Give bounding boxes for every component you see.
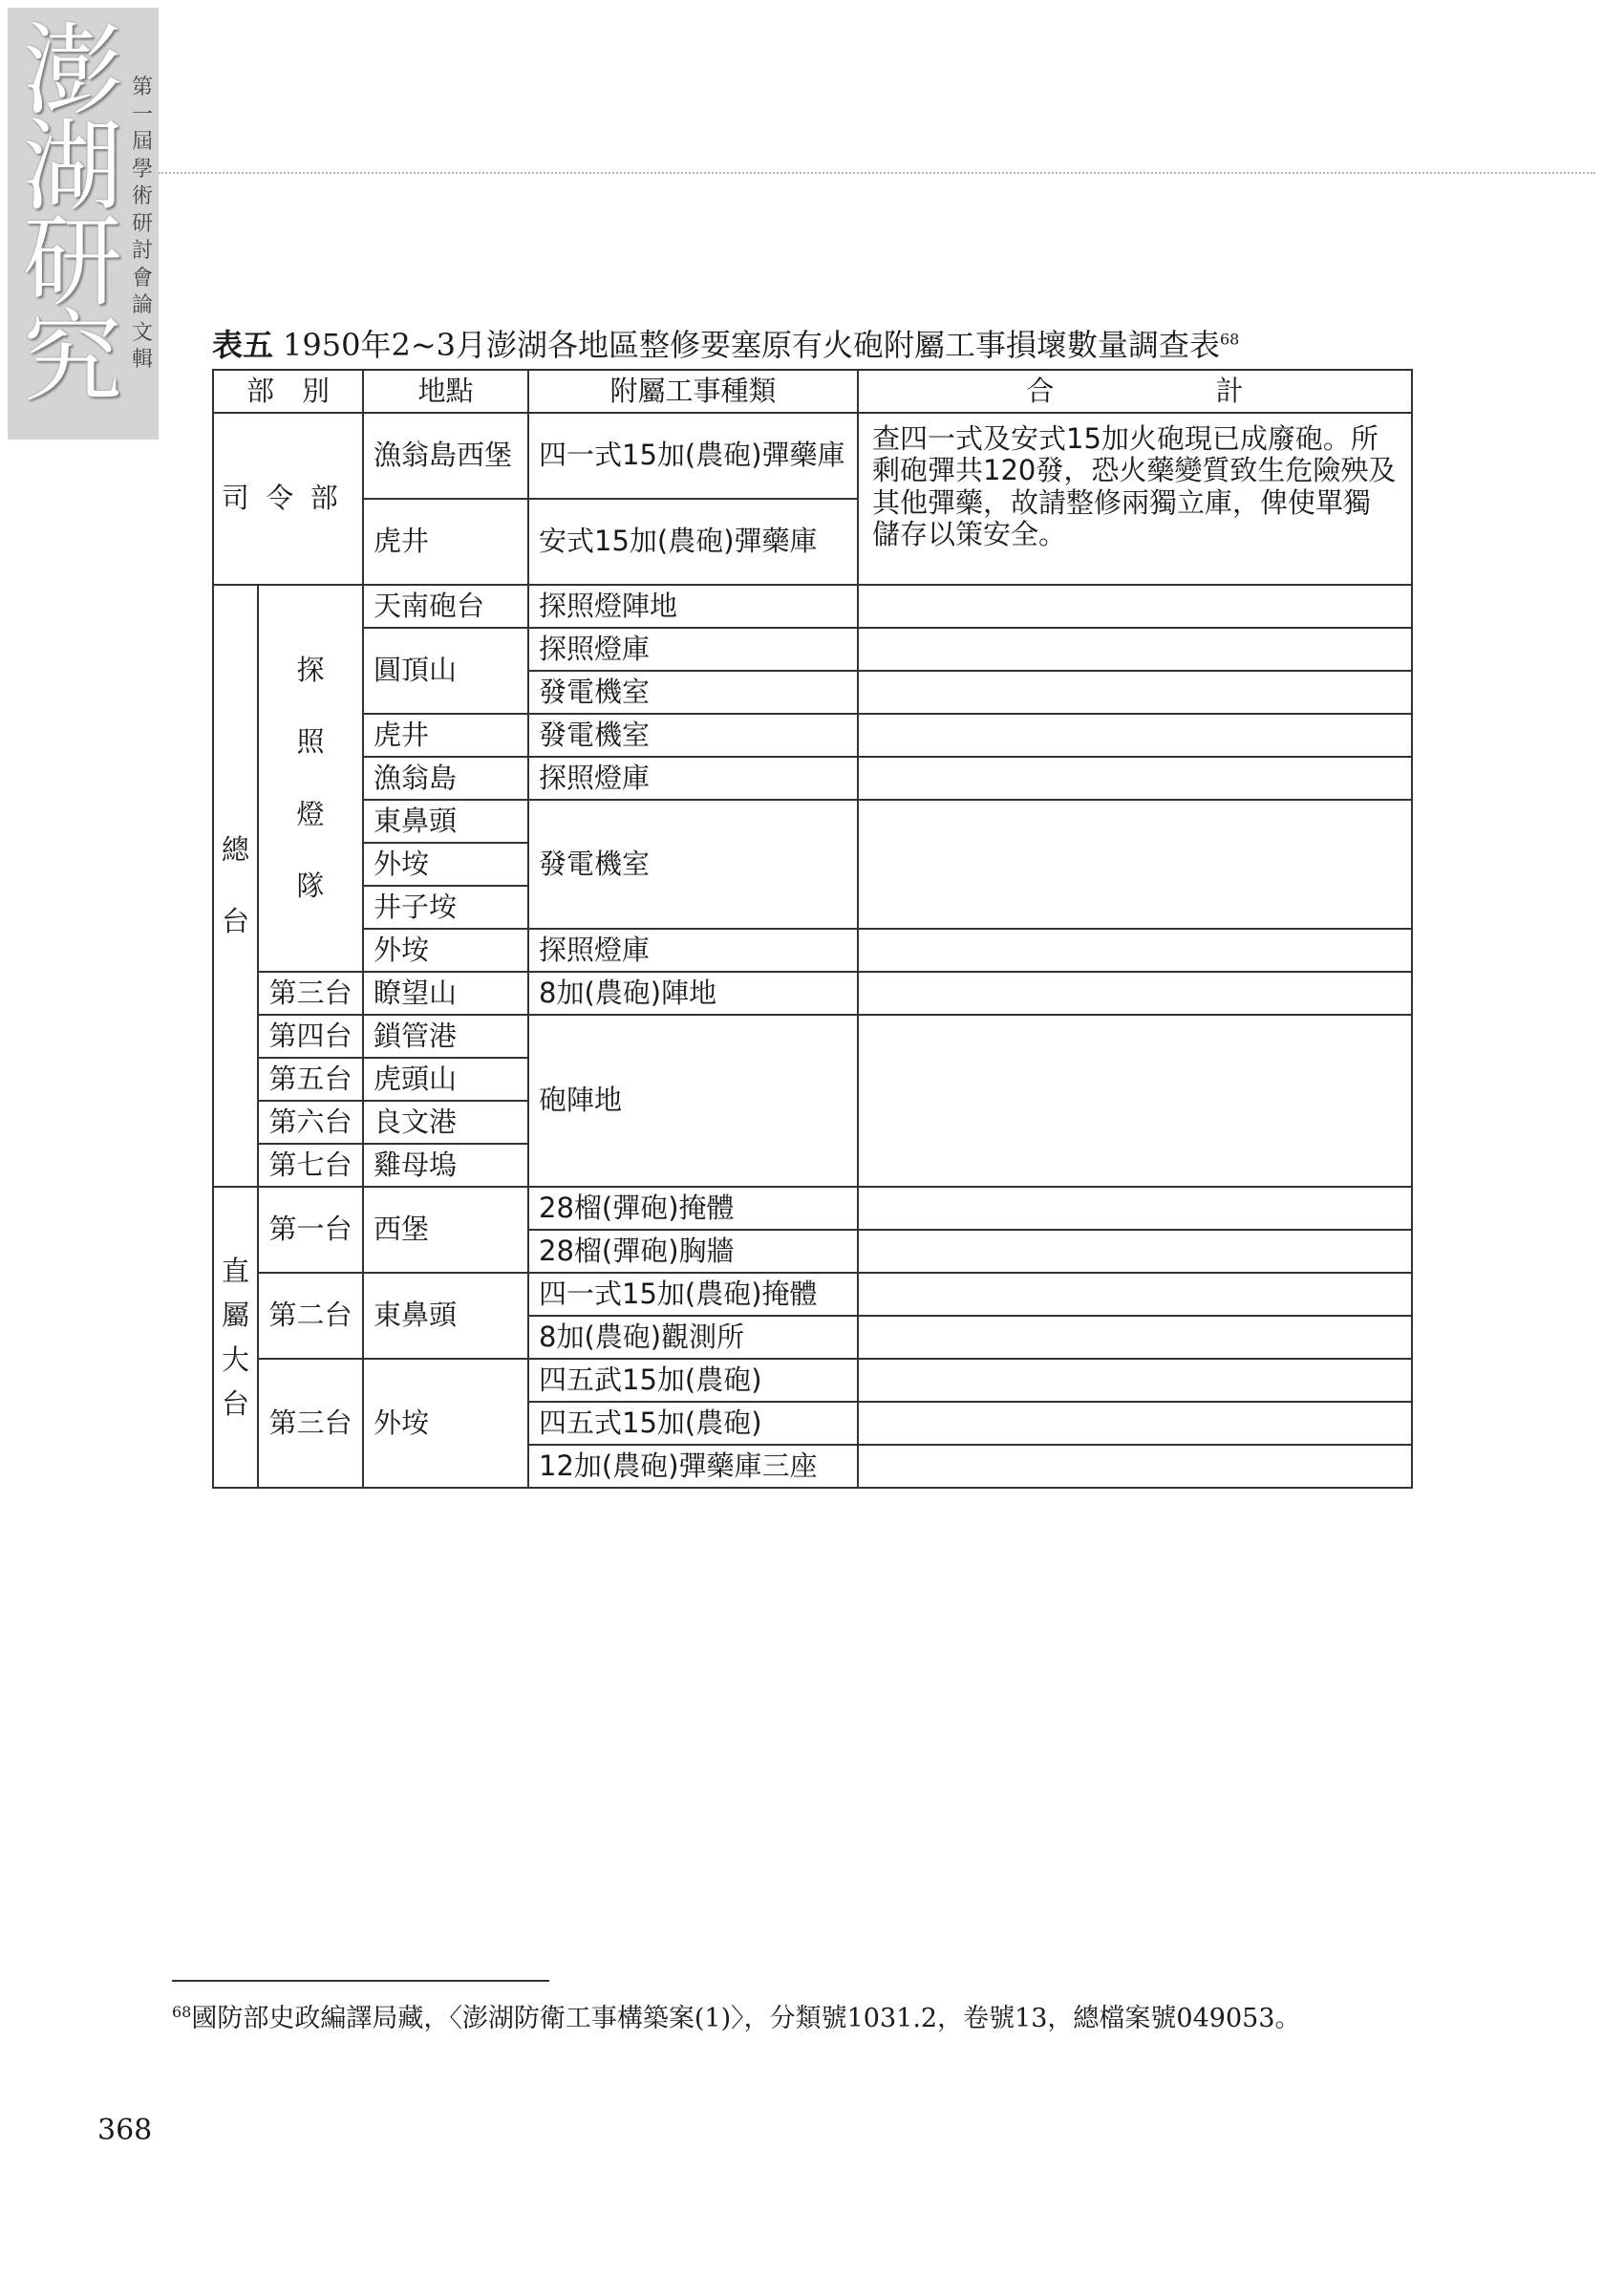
table-caption-label: 表五 xyxy=(212,327,274,363)
total-cell xyxy=(858,1187,1412,1230)
table-caption-text: 1950年2~3月澎湖各地區整修要塞原有火砲附屬工事損壞數量調查表 xyxy=(283,327,1220,363)
works-cell: 發電機室 xyxy=(528,671,858,714)
damage-survey-table xyxy=(212,369,1413,1489)
location-cell: 東鼻頭 xyxy=(363,1273,528,1359)
total-cell xyxy=(858,800,1412,929)
journal-title-char: 究 xyxy=(22,299,122,416)
works-cell: 28榴(彈砲)胸牆 xyxy=(528,1230,858,1273)
location-cell: 圓頂山 xyxy=(363,628,528,714)
works-cell: 砲陣地 xyxy=(528,1015,858,1187)
total-cell xyxy=(858,1316,1412,1359)
sub-unit-cell: 第五台 xyxy=(258,1058,363,1101)
works-cell: 發電機室 xyxy=(528,714,858,757)
unit-cell: 總台 xyxy=(213,585,258,1187)
total-cell xyxy=(858,1230,1412,1273)
table-row xyxy=(213,714,1412,757)
sub-unit-cell: 第二台 xyxy=(258,1273,363,1359)
sub-unit-cell: 探照燈隊 xyxy=(258,585,363,972)
table-row xyxy=(213,972,1412,1015)
location-cell: 虎井 xyxy=(363,714,528,757)
footnote-number: 68 xyxy=(172,2003,192,2021)
location-cell: 外垵 xyxy=(363,1359,528,1488)
sub-unit-cell: 第六台 xyxy=(258,1101,363,1144)
location-cell: 良文港 xyxy=(363,1101,528,1144)
page-number: 368 xyxy=(97,2114,153,2147)
works-cell: 探照燈庫 xyxy=(528,757,858,800)
table-row xyxy=(213,800,1412,843)
total-cell xyxy=(858,585,1412,628)
total-note-cell: 查四一式及安式15加火砲現已成廢砲。所剩砲彈共120發，恐火藥變質致生危險殃及其他彈藥，故請整修兩獨立庫，俾使單獨儲存以策安全。 xyxy=(858,413,1412,585)
total-cell xyxy=(858,929,1412,972)
journal-title-char: 湖 xyxy=(22,108,122,225)
header-dotted-rule xyxy=(159,172,1595,174)
table-row xyxy=(213,413,1412,499)
footnote-text: 國防部史政編譯局藏，〈澎湖防衛工事構築案(1)〉，分類號1031.2，卷號13，總檔案號049053。 xyxy=(191,2004,1301,2033)
location-cell: 外垵 xyxy=(363,929,528,972)
total-cell xyxy=(858,628,1412,671)
works-cell: 四一式15加(農砲)掩體 xyxy=(528,1273,858,1316)
total-cell xyxy=(858,1445,1412,1488)
header-works: 附屬工事種類 xyxy=(528,370,858,413)
location-cell: 漁翁島西堡 xyxy=(363,413,528,499)
journal-title xyxy=(15,12,130,416)
works-cell: 四五式15加(農砲) xyxy=(528,1402,858,1445)
footnote-ref: 68 xyxy=(1220,330,1240,349)
sub-unit-cell: 第七台 xyxy=(258,1144,363,1187)
header-total: 合 計 xyxy=(858,370,1412,413)
location-cell: 虎頭山 xyxy=(363,1058,528,1101)
footnote xyxy=(172,1997,1301,2034)
table-row xyxy=(213,1015,1412,1058)
table-row xyxy=(213,1359,1412,1402)
unit-cell: 直屬大台 xyxy=(213,1187,258,1488)
total-cell xyxy=(858,757,1412,800)
total-cell xyxy=(858,1015,1412,1187)
works-cell: 12加(農砲)彈藥庫三座 xyxy=(528,1445,858,1488)
works-cell: 四五武15加(農砲) xyxy=(528,1359,858,1402)
journal-title-char: 澎 xyxy=(22,12,122,129)
table-row xyxy=(213,628,1412,671)
location-cell: 鎖管港 xyxy=(363,1015,528,1058)
works-cell: 8加(農砲)觀測所 xyxy=(528,1316,858,1359)
sub-unit-cell: 第三台 xyxy=(258,1359,363,1488)
total-cell xyxy=(858,1273,1412,1316)
location-cell: 虎井 xyxy=(363,499,528,585)
location-cell: 井子垵 xyxy=(363,886,528,929)
header-location: 地點 xyxy=(363,370,528,413)
works-cell: 探照燈庫 xyxy=(528,929,858,972)
sub-unit-cell: 第一台 xyxy=(258,1187,363,1273)
header-unit: 部 別 xyxy=(213,370,363,413)
total-cell xyxy=(858,671,1412,714)
location-cell: 雞母塢 xyxy=(363,1144,528,1187)
table-row xyxy=(213,757,1412,800)
works-cell: 8加(農砲)陣地 xyxy=(528,972,858,1015)
works-cell: 四一式15加(農砲)彈藥庫 xyxy=(528,413,858,499)
table-row xyxy=(213,1273,1412,1316)
sub-unit-cell: 第三台 xyxy=(258,972,363,1015)
sub-unit-cell: 第四台 xyxy=(258,1015,363,1058)
table-header-row xyxy=(213,370,1412,413)
table-caption xyxy=(212,321,1239,365)
journal-subtitle: 第一屆學術研討會論文輯 xyxy=(131,75,153,372)
footnote-rule xyxy=(172,1980,549,1982)
total-cell xyxy=(858,714,1412,757)
table-row xyxy=(213,929,1412,972)
works-cell: 發電機室 xyxy=(528,800,858,929)
location-cell: 東鼻頭 xyxy=(363,800,528,843)
location-cell: 天南砲台 xyxy=(363,585,528,628)
works-cell: 探照燈庫 xyxy=(528,628,858,671)
unit-cell: 司令部 xyxy=(213,413,363,585)
works-cell: 安式15加(農砲)彈藥庫 xyxy=(528,499,858,585)
works-cell: 28榴(彈砲)掩體 xyxy=(528,1187,858,1230)
journal-title-char: 研 xyxy=(22,204,122,320)
total-cell xyxy=(858,1402,1412,1445)
location-cell: 漁翁島 xyxy=(363,757,528,800)
works-cell: 探照燈陣地 xyxy=(528,585,858,628)
table-row xyxy=(213,1187,1412,1230)
location-cell: 外垵 xyxy=(363,843,528,886)
total-cell xyxy=(858,972,1412,1015)
location-cell: 西堡 xyxy=(363,1187,528,1273)
table-row xyxy=(213,585,1412,628)
location-cell: 瞭望山 xyxy=(363,972,528,1015)
total-cell xyxy=(858,1359,1412,1402)
